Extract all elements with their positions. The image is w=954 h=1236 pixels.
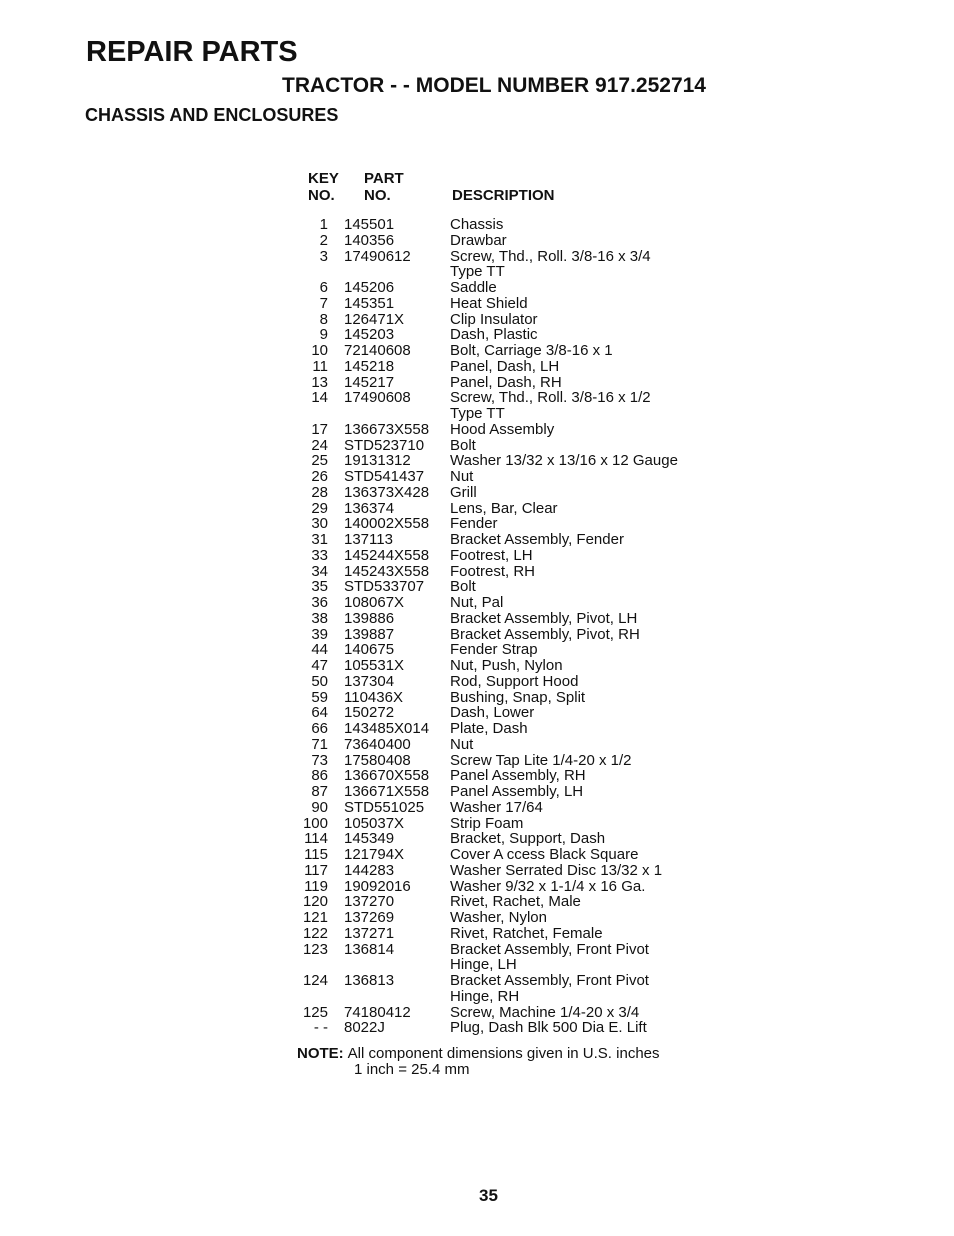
parts-row xyxy=(290,847,730,863)
key-number: 9 xyxy=(319,326,328,344)
parts-row xyxy=(290,438,730,454)
description-line: Bracket, Support, Dash xyxy=(450,830,606,848)
key-number: 120 xyxy=(302,893,328,911)
key-number: 7 xyxy=(319,294,328,312)
part-description xyxy=(450,847,730,863)
description-line: Hood Assembly xyxy=(450,420,555,438)
part-number: 19131312 xyxy=(344,452,411,470)
key-number: 90 xyxy=(311,798,328,816)
key-number: 115 xyxy=(304,846,328,863)
key-number: 66 xyxy=(311,720,328,737)
part-number: 17490612 xyxy=(344,247,411,265)
description-line: Saddle xyxy=(450,279,497,296)
key-number: 36 xyxy=(311,594,328,611)
part-number: 74180412 xyxy=(344,1003,411,1021)
parts-row xyxy=(290,831,730,847)
part-description xyxy=(450,453,730,469)
description-line: Panel Assembly, LH xyxy=(450,783,584,800)
part-description xyxy=(450,233,730,249)
description-line: Bolt xyxy=(450,578,476,596)
part-number: STD533707 xyxy=(344,578,425,596)
parts-row xyxy=(290,721,730,737)
key-number: 3 xyxy=(319,247,328,265)
key-number: 121 xyxy=(302,909,328,926)
key-number: 17 xyxy=(311,420,328,438)
part-number: 136671X558 xyxy=(344,783,430,800)
description-line: Bracket Assembly, Front Pivot xyxy=(450,972,649,989)
part-description xyxy=(450,768,730,784)
model-subtitle: TRACTOR - - MODEL NUMBER 917.252714 xyxy=(282,74,706,97)
part-number: 145351 xyxy=(344,294,395,312)
parts-row xyxy=(290,879,730,895)
part-description xyxy=(450,375,730,391)
description-line: Screw, Machine 1/4-20 x 3/4 xyxy=(450,1003,640,1021)
parts-row xyxy=(290,642,730,658)
part-description xyxy=(450,564,730,580)
key-number: 29 xyxy=(311,499,328,517)
parts-row xyxy=(290,343,730,359)
part-description xyxy=(450,469,730,485)
parts-row xyxy=(290,611,730,627)
parts-row xyxy=(290,390,730,422)
key-number: 38 xyxy=(311,609,328,627)
parts-row xyxy=(290,768,730,784)
note-text: All component dimensions given in U.S. inches xyxy=(347,1045,660,1062)
key-number: 100 xyxy=(302,814,328,832)
part-header-line2: NO. xyxy=(364,187,391,204)
key-number: 34 xyxy=(311,562,328,580)
key-number: 13 xyxy=(311,373,328,391)
note-line-1 xyxy=(297,1046,660,1062)
description-line: Nut xyxy=(450,468,474,485)
part-number: 17490608 xyxy=(344,389,411,407)
parts-row xyxy=(290,690,730,706)
part-number: 140002X558 xyxy=(344,515,430,533)
part-description xyxy=(450,548,730,564)
part-number: 140675 xyxy=(344,641,395,659)
description-line: Bolt xyxy=(450,436,476,454)
key-number: 8 xyxy=(319,310,328,328)
description-line: Panel, Dash, LH xyxy=(450,357,560,375)
part-number: 72140608 xyxy=(344,342,411,359)
key-number: 119 xyxy=(304,877,328,895)
part-number: 19092016 xyxy=(344,877,411,895)
description-line: Dash, Plastic xyxy=(450,326,538,344)
part-description xyxy=(450,532,730,548)
description-line: Bracket Assembly, Front Pivot xyxy=(450,940,649,958)
part-description xyxy=(450,327,730,343)
key-number: 2 xyxy=(319,231,328,249)
description-line: Washer, Nylon xyxy=(450,909,547,926)
part-description xyxy=(450,690,730,706)
note-block xyxy=(297,1046,660,1078)
part-number: 145217 xyxy=(344,373,395,391)
description-line: Dash, Lower xyxy=(450,704,535,722)
key-number: 14 xyxy=(311,389,328,407)
parts-row xyxy=(290,469,730,485)
description-line: Washer Serrated Disc 13/32 x 1 xyxy=(450,861,663,879)
key-number: 10 xyxy=(311,342,328,359)
description-line: Bracket Assembly, Pivot, LH xyxy=(450,609,638,627)
part-number: 143485X014 xyxy=(344,720,430,737)
part-number: 126471X xyxy=(344,310,405,328)
part-description xyxy=(450,1005,730,1021)
part-number: 145244X558 xyxy=(344,546,430,564)
description-line: Nut, Push, Nylon xyxy=(450,657,563,674)
description-line: Plate, Dash xyxy=(450,720,528,737)
description-line: Plug, Dash Blk 500 Dia E. Lift xyxy=(450,1019,647,1037)
part-description xyxy=(450,926,730,942)
part-description xyxy=(450,312,730,328)
part-header-line1: PART xyxy=(364,170,404,187)
description-line: Rivet, Rachet, Male xyxy=(450,893,581,911)
part-number: 136673X558 xyxy=(344,420,430,438)
description-line: Washer 13/32 x 13/16 x 12 Gauge xyxy=(450,452,678,470)
part-description xyxy=(450,485,730,501)
parts-row xyxy=(290,422,730,438)
description-line: Bracket Assembly, Pivot, RH xyxy=(450,625,640,643)
parts-row xyxy=(290,1020,730,1036)
part-number: 144283 xyxy=(344,861,395,879)
parts-row xyxy=(290,595,730,611)
part-description xyxy=(450,674,730,690)
description-continuation: Type TT xyxy=(450,405,505,422)
key-number: 28 xyxy=(311,483,328,501)
part-description xyxy=(450,343,730,359)
key-number: 123 xyxy=(302,940,328,958)
parts-row xyxy=(290,485,730,501)
key-number: 125 xyxy=(302,1003,328,1021)
key-number: 30 xyxy=(311,515,328,533)
description-line: Washer 9/32 x 1-1/4 x 16 Ga. xyxy=(450,877,646,895)
part-description xyxy=(450,942,730,974)
description-line: Clip Insulator xyxy=(450,310,538,328)
part-number: 145206 xyxy=(344,279,395,296)
description-continuation: Hinge, LH xyxy=(450,956,517,974)
key-header-line1: KEY xyxy=(308,170,339,187)
parts-row xyxy=(290,627,730,643)
description-line: Fender Strap xyxy=(450,641,538,659)
part-description xyxy=(450,879,730,895)
parts-row xyxy=(290,579,730,595)
parts-row xyxy=(290,516,730,532)
part-description xyxy=(450,721,730,737)
parts-row xyxy=(290,674,730,690)
part-description xyxy=(450,359,730,375)
part-number: 137113 xyxy=(344,531,393,548)
part-description xyxy=(450,516,730,532)
part-description xyxy=(450,1020,730,1036)
description-header: DESCRIPTION xyxy=(452,187,555,204)
parts-row xyxy=(290,359,730,375)
part-number: 136373X428 xyxy=(344,483,430,501)
description-line: Fender xyxy=(450,515,498,533)
key-number: 86 xyxy=(311,767,328,785)
section-heading: CHASSIS AND ENCLOSURES xyxy=(85,105,339,125)
key-number: 122 xyxy=(302,924,328,942)
description-line: Washer 17/64 xyxy=(450,798,543,816)
part-number: STD523710 xyxy=(344,436,425,454)
parts-row xyxy=(290,910,730,926)
part-description xyxy=(450,753,730,769)
parts-row xyxy=(290,658,730,674)
part-number: 139886 xyxy=(344,609,395,627)
part-description xyxy=(450,579,730,595)
description-line: Chassis xyxy=(450,216,504,233)
parts-row xyxy=(290,1005,730,1021)
description-line: Footrest, LH xyxy=(450,546,533,564)
part-description xyxy=(450,737,730,753)
parts-row xyxy=(290,453,730,469)
part-description xyxy=(450,611,730,627)
part-number: 136374 xyxy=(344,499,395,517)
part-description xyxy=(450,910,730,926)
key-number: 71 xyxy=(311,735,328,753)
part-number: 121794X xyxy=(344,846,405,863)
parts-row xyxy=(290,296,730,312)
key-number: 39 xyxy=(311,625,328,643)
parts-row xyxy=(290,863,730,879)
parts-row xyxy=(290,548,730,564)
key-number: 47 xyxy=(311,657,328,674)
key-number: 124 xyxy=(302,972,328,989)
part-number: 110436X xyxy=(344,688,403,706)
description-line: Lens, Bar, Clear xyxy=(450,499,558,517)
part-description xyxy=(450,800,730,816)
parts-row xyxy=(290,816,730,832)
part-number: 137271 xyxy=(344,924,395,942)
part-description xyxy=(450,784,730,800)
description-line: Rivet, Ratchet, Female xyxy=(450,924,603,942)
part-number: STD541437 xyxy=(344,468,425,485)
part-number: 140356 xyxy=(344,231,395,249)
part-description xyxy=(450,296,730,312)
part-description xyxy=(450,249,730,281)
part-description xyxy=(450,422,730,438)
parts-row xyxy=(290,249,730,281)
key-number: 11 xyxy=(312,357,328,375)
key-number: 59 xyxy=(311,688,328,706)
description-continuation: Hinge, RH xyxy=(450,987,520,1005)
description-line: Nut xyxy=(450,735,474,753)
parts-row xyxy=(290,784,730,800)
description-line: Rod, Support Hood xyxy=(450,672,579,690)
description-line: Panel, Dash, RH xyxy=(450,373,562,391)
parts-row xyxy=(290,217,730,233)
parts-row xyxy=(290,705,730,721)
part-number: 105037X xyxy=(344,814,405,832)
key-number: 87 xyxy=(311,783,328,800)
parts-row xyxy=(290,737,730,753)
note-label: NOTE: xyxy=(297,1045,344,1062)
part-description xyxy=(450,501,730,517)
key-number: 50 xyxy=(311,672,328,690)
description-line: Grill xyxy=(450,483,477,501)
description-line: Panel Assembly, RH xyxy=(450,767,586,785)
part-number: 136814 xyxy=(344,940,395,958)
part-number: 137270 xyxy=(344,893,395,911)
parts-row xyxy=(290,800,730,816)
key-no-header xyxy=(308,170,339,204)
part-number: 145501 xyxy=(344,216,395,233)
key-number: 24 xyxy=(311,436,328,454)
parts-row xyxy=(290,327,730,343)
description-line: Screw, Thd., Roll. 3/8-16 x 1/2 xyxy=(450,389,651,407)
part-description xyxy=(450,627,730,643)
description-continuation: Type TT xyxy=(450,263,505,281)
description-line: Strip Foam xyxy=(450,814,524,832)
key-number: 25 xyxy=(311,452,328,470)
key-number: 6 xyxy=(319,279,328,296)
part-number: 139887 xyxy=(344,625,395,643)
parts-row xyxy=(290,233,730,249)
description-line: Screw, Thd., Roll. 3/8-16 x 3/4 xyxy=(450,247,651,265)
part-number: STD551025 xyxy=(344,798,425,816)
key-number: 1 xyxy=(319,216,328,233)
parts-row xyxy=(290,926,730,942)
part-description xyxy=(450,816,730,832)
part-description xyxy=(450,642,730,658)
key-number: 44 xyxy=(311,641,328,659)
parts-row xyxy=(290,942,730,974)
key-number: - - xyxy=(313,1019,328,1037)
key-header-line2: NO. xyxy=(308,187,335,204)
key-number: 64 xyxy=(311,704,328,722)
parts-row xyxy=(290,375,730,391)
key-number: 33 xyxy=(311,546,328,564)
part-description xyxy=(450,705,730,721)
part-number: 145243X558 xyxy=(344,562,430,580)
key-number: 26 xyxy=(311,468,328,485)
part-number: 145203 xyxy=(344,326,395,344)
description-line: Footrest, RH xyxy=(450,562,536,580)
parts-row xyxy=(290,973,730,1005)
parts-row xyxy=(290,532,730,548)
part-number: 17580408 xyxy=(344,751,411,769)
part-description xyxy=(450,831,730,847)
description-line: Cover A ccess Black Square xyxy=(450,846,639,863)
key-number: 31 xyxy=(311,531,328,548)
part-number: 105531X xyxy=(344,657,405,674)
description-line: Bracket Assembly, Fender xyxy=(450,531,624,548)
parts-row xyxy=(290,501,730,517)
part-number: 73640400 xyxy=(344,735,411,753)
description-line: Bolt, Carriage 3/8-16 x 1 xyxy=(450,342,613,359)
note-conversion: 1 inch = 25.4 mm xyxy=(354,1061,470,1078)
parts-row xyxy=(290,564,730,580)
part-number: 136813 xyxy=(344,972,395,989)
parts-row xyxy=(290,894,730,910)
page-number: 35 xyxy=(479,1186,498,1205)
description-line: Heat Shield xyxy=(450,294,528,312)
description-line: Bushing, Snap, Split xyxy=(450,688,586,706)
description-line: Drawbar xyxy=(450,231,507,249)
part-description xyxy=(450,217,730,233)
part-no-header xyxy=(364,170,404,204)
part-description xyxy=(450,438,730,454)
key-number: 35 xyxy=(311,578,328,596)
part-number: 137269 xyxy=(344,909,395,926)
part-description xyxy=(450,973,730,1005)
part-description xyxy=(450,595,730,611)
parts-list xyxy=(290,217,730,1036)
key-number: 117 xyxy=(304,861,328,879)
part-description xyxy=(450,390,730,422)
parts-row xyxy=(290,280,730,296)
part-number: 136670X558 xyxy=(344,767,430,785)
part-number: 8022J xyxy=(344,1019,385,1037)
page-title: REPAIR PARTS xyxy=(86,36,298,68)
part-description xyxy=(450,658,730,674)
part-number: 137304 xyxy=(344,672,395,690)
description-line: Screw Tap Lite 1/4-20 x 1/2 xyxy=(450,751,632,769)
part-number: 145349 xyxy=(344,830,395,848)
parts-row xyxy=(290,312,730,328)
key-number: 114 xyxy=(304,830,328,848)
part-description xyxy=(450,894,730,910)
part-number: 145218 xyxy=(344,357,395,375)
part-description xyxy=(450,280,730,296)
description-line: Nut, Pal xyxy=(450,594,504,611)
key-number: 73 xyxy=(311,751,328,769)
part-number: 150272 xyxy=(344,704,395,722)
part-description xyxy=(450,863,730,879)
part-number: 108067X xyxy=(344,594,405,611)
parts-row xyxy=(290,753,730,769)
